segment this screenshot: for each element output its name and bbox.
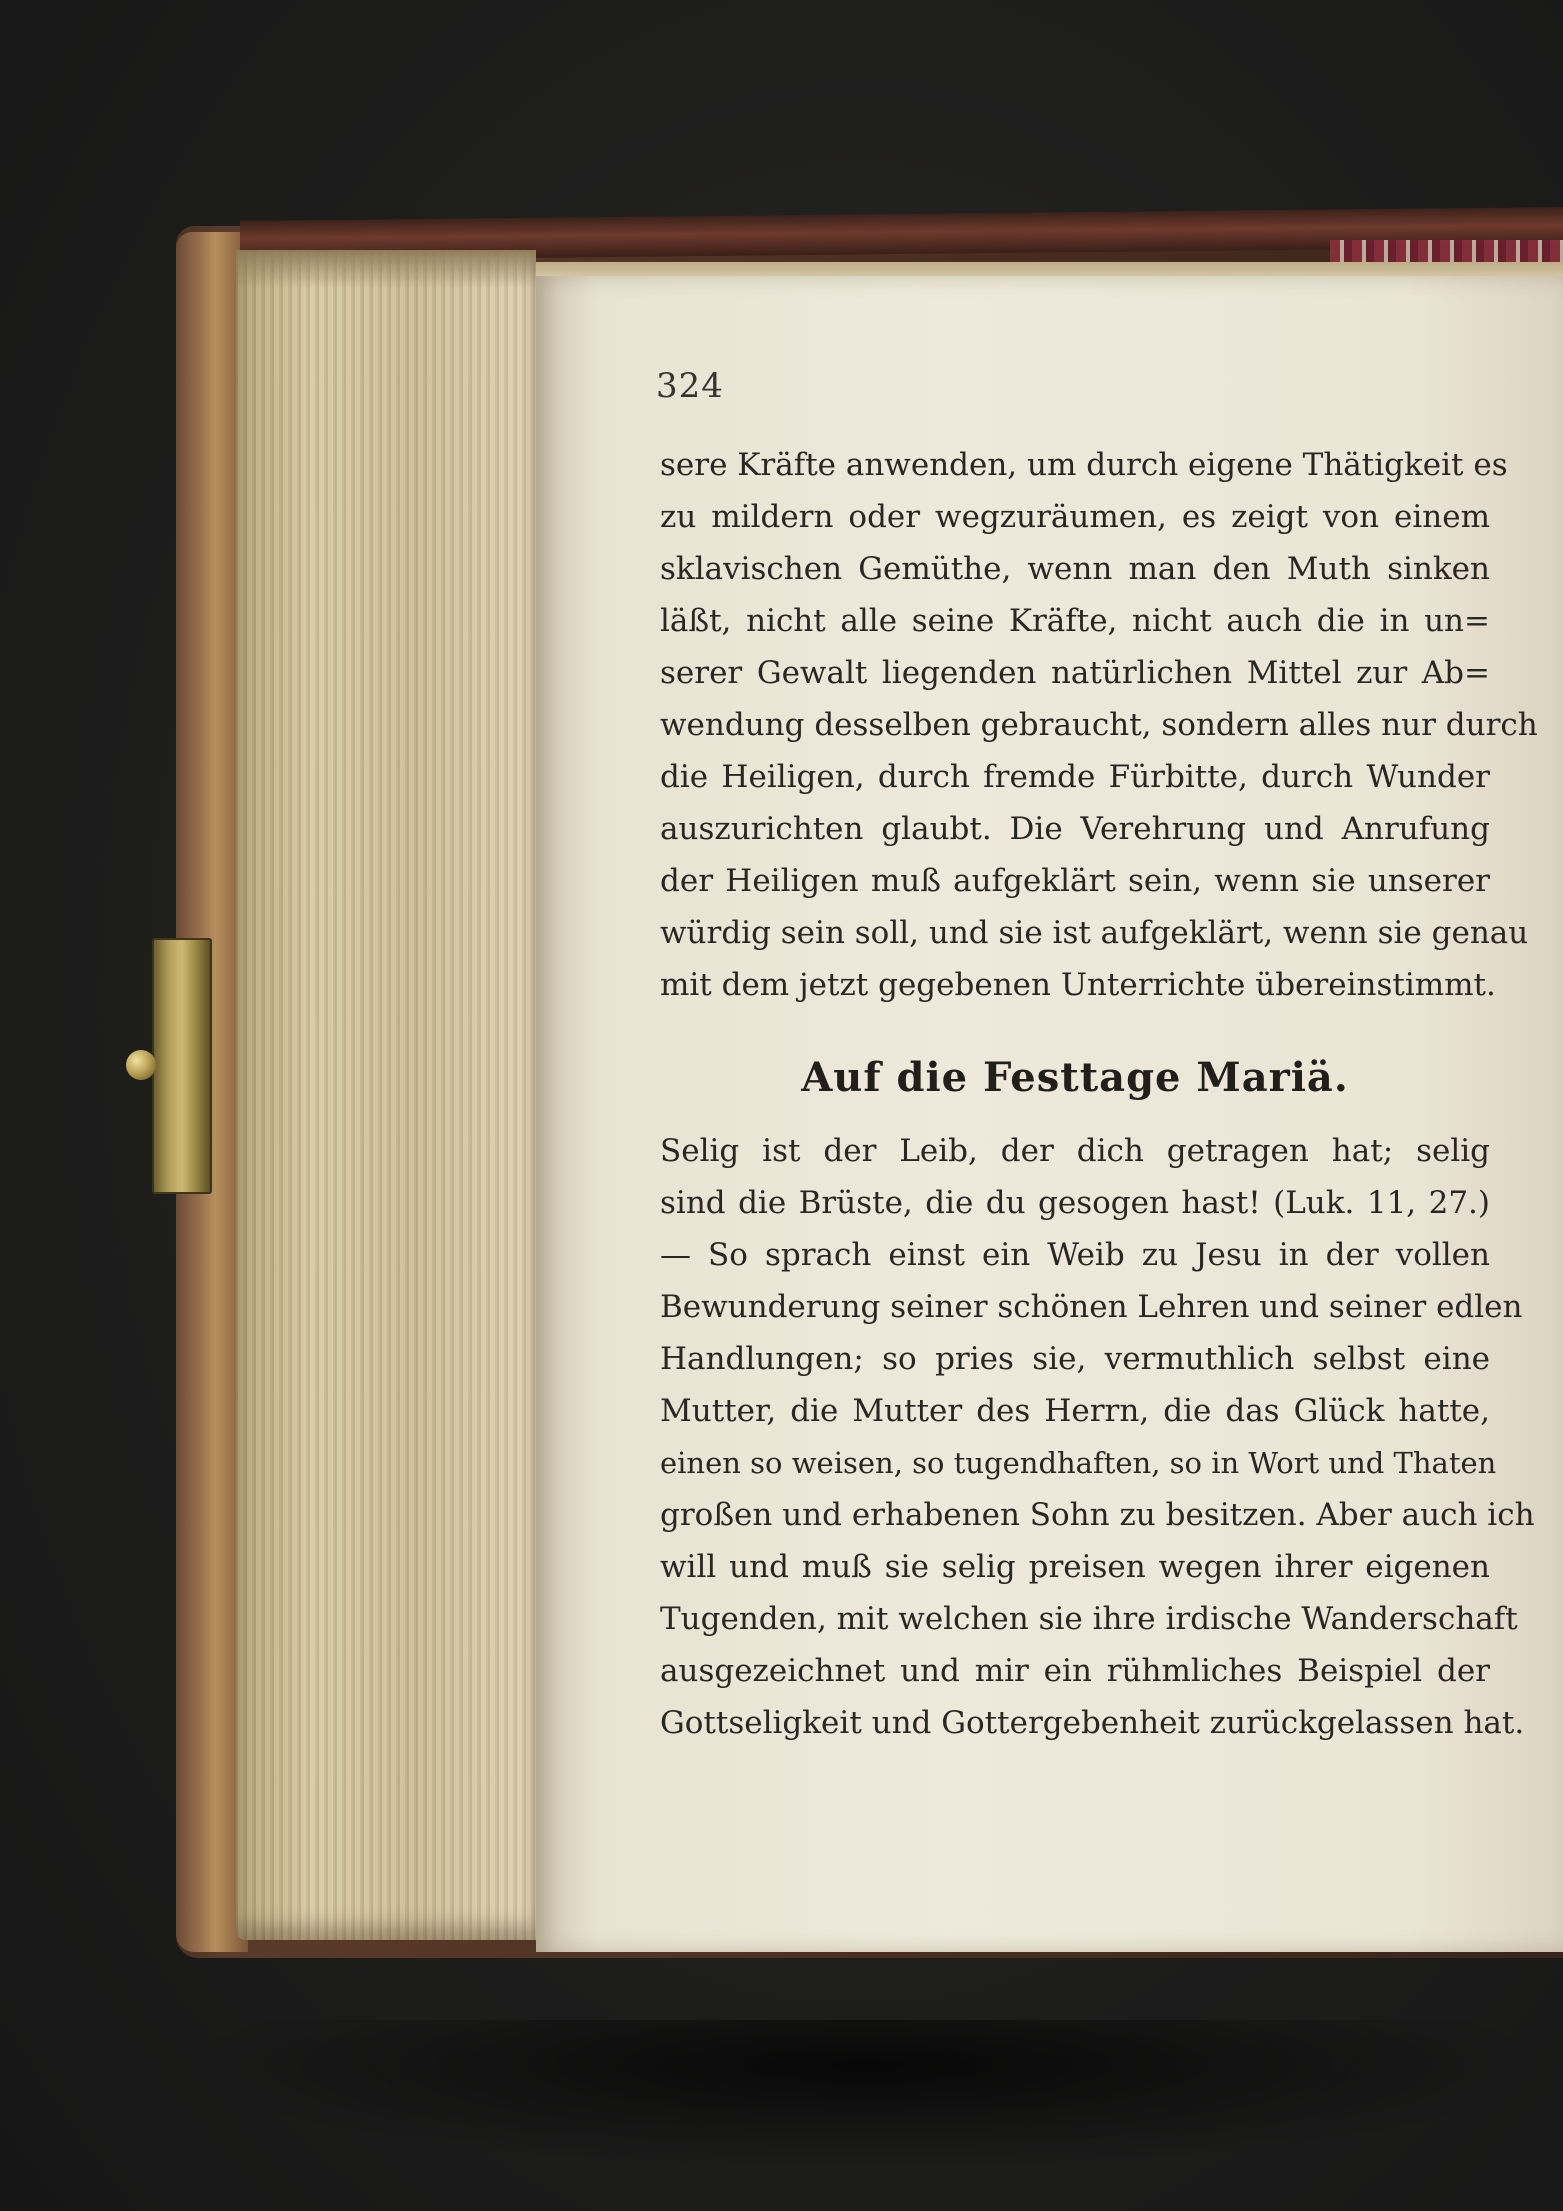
text-line: Selig ist der Leib, der dich getragen hat; selig — [660, 1133, 1490, 1169]
text-line: wendung desselben gebraucht, sondern alles nur durch — [660, 707, 1538, 743]
text-line: Mutter, die Mutter des Herrn, die das Glück hatte, — [660, 1393, 1490, 1429]
text-line: sklavischen Gemüthe, wenn man den Muth sinken — [660, 551, 1490, 587]
text-line: will und muß sie selig preisen wegen ihrer eigenen — [660, 1549, 1490, 1585]
text-line: einen so weisen, so tugendhaften, so in Wort und Thaten — [660, 1446, 1497, 1480]
text-line: zu mildern oder wegzuräumen, es zeigt von einem — [660, 499, 1490, 535]
clasp-knob — [126, 1050, 156, 1080]
text-line: läßt, nicht alle seine Kräfte, nicht auch die in un= — [660, 603, 1490, 639]
text-line: — So sprach einst ein Weib zu Jesu in der vollen — [660, 1237, 1490, 1273]
section-heading: Auf die Festtage Mariä. — [801, 1054, 1349, 1101]
text-line: sere Kräfte anwenden, um durch eigene Thätigkeit es — [660, 447, 1508, 483]
text-line: ausgezeichnet und mir ein rühmliches Beispiel der — [660, 1653, 1490, 1689]
text-line: Bewunderung seiner schönen Lehren und seiner edlen — [660, 1289, 1523, 1325]
page-block-edges — [236, 250, 536, 1940]
text-line: auszurichten glaubt. Die Verehrung und Anrufung — [660, 811, 1490, 847]
text-line: mit dem jetzt gegebenen Unterrichte übereinstimmt. — [660, 967, 1496, 1003]
text-line: großen und erhabenen Sohn zu besitzen. Aber auch ich — [660, 1497, 1535, 1533]
text-line: Tugenden, mit welchen sie ihre irdische Wanderschaft — [660, 1601, 1518, 1637]
text-line: serer Gewalt liegenden natürlichen Mittel zur Ab= — [660, 655, 1490, 691]
text-line: der Heiligen muß aufgeklärt sein, wenn sie unserer — [660, 863, 1490, 899]
text-line: Gottseligkeit und Gottergebenheit zurückgelassen hat. — [660, 1705, 1525, 1741]
brass-clasp — [152, 938, 212, 1194]
text-line: Handlungen; so pries sie, vermuthlich selbst eine — [660, 1341, 1490, 1377]
text-line: die Heiligen, durch fremde Fürbitte, durch Wunder — [660, 759, 1490, 795]
page-number: 324 — [656, 366, 724, 406]
text-line: würdig sein soll, und sie ist aufgeklärt, wenn sie genau — [660, 915, 1529, 951]
text-line: sind die Brüste, die du gesogen hast! (Luk. 11, 27.) — [660, 1185, 1490, 1221]
